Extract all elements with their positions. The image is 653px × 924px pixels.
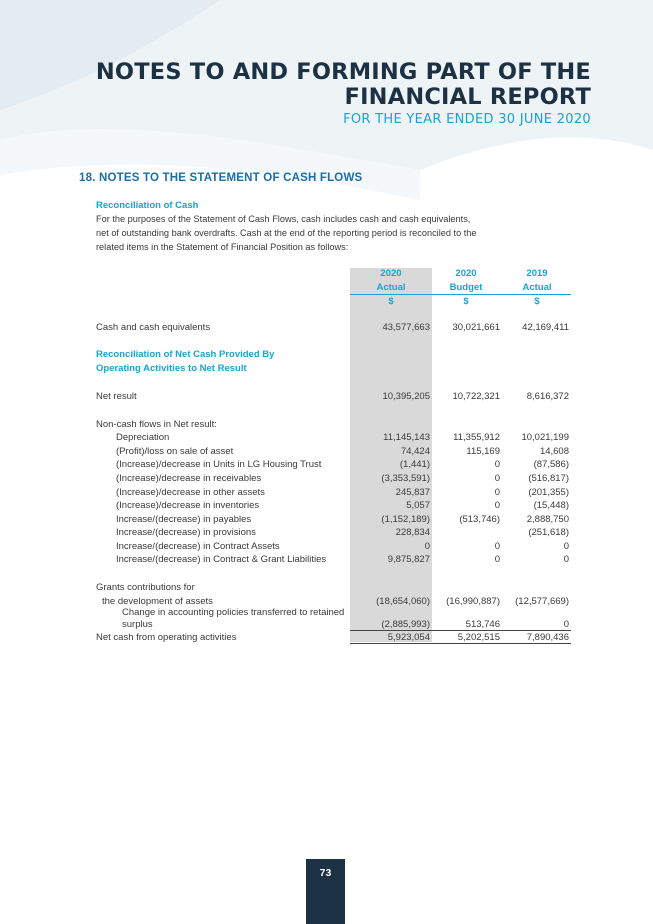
table-row-policy-change: surplus (2,885,993) 513,746 0 bbox=[122, 619, 569, 630]
table-row: (Increase)/decrease in inventories 5,057 0 (15,448) bbox=[116, 500, 569, 511]
reconciliation-heading: Reconciliation of Cash bbox=[96, 200, 199, 211]
table-row: (Increase)/decrease in Units in LG Housing Trust (1,441) 0 (87,586) bbox=[116, 459, 569, 470]
table-row-cash: Cash and cash equivalents 43,577,663 30,021,661 42,169,411 bbox=[96, 322, 569, 333]
reconciliation-subheading-line2: Operating Activities to Net Result bbox=[96, 363, 247, 374]
table-row: (Profit)/loss on sale of asset 74,424 115,169 14,608 bbox=[116, 446, 569, 457]
table-row: Increase/(decrease) in Contract & Grant Liabilities 9,875,827 0 0 bbox=[116, 554, 569, 565]
noncash-heading: Non-cash flows in Net result: bbox=[96, 419, 217, 430]
table-row-net-cash: Net cash from operating activities 5,923,054 5,202,515 7,890,436 bbox=[96, 632, 569, 643]
table-row: Increase/(decrease) in provisions 228,834 (251,618) bbox=[116, 527, 569, 538]
page-title: NOTES TO AND FORMING PART OF THE FINANCIAL REPORT bbox=[95, 59, 591, 110]
table-row: Increase/(decrease) in Contract Assets 0 0 0 bbox=[116, 541, 569, 552]
intro-paragraph: For the purposes of the Statement of Cash Flows, cash includes cash and cash equivalents, net of outstanding bank overdrafts. Cash at the end of the reporting period is reconciled to the related items in the Statement of Financial Position as follows: bbox=[96, 214, 477, 252]
page-number-badge bbox=[306, 859, 345, 924]
total-rule bbox=[350, 643, 571, 644]
table-row: (Increase)/decrease in receivables (3,353,591) 0 (516,817) bbox=[116, 473, 569, 484]
table-row-grants: the development of assets (18,654,060) (16,990,887) (12,577,669) bbox=[102, 596, 569, 607]
header-rule bbox=[350, 294, 571, 295]
table-row: (Increase)/decrease in other assets 245,837 0 (201,355) bbox=[116, 487, 569, 498]
grants-label-line1: Grants contributions for bbox=[96, 582, 195, 593]
page-number: 73 bbox=[319, 867, 332, 879]
table-row: Depreciation 11,145,143 11,355,912 10,021,199 bbox=[116, 432, 569, 443]
table-row: Increase/(decrease) in payables (1,152,189) (513,746) 2,888,750 bbox=[116, 514, 569, 525]
policy-change-label-line1: Change in accounting policies transferred to retained bbox=[122, 607, 345, 618]
reconciliation-subheading-line1: Reconciliation of Net Cash Provided By bbox=[96, 349, 275, 360]
section-heading: 18. NOTES TO THE STATEMENT OF CASH FLOWS bbox=[79, 172, 363, 184]
page-subtitle: FOR THE YEAR ENDED 30 JUNE 2020 bbox=[343, 112, 591, 127]
table-row-net-result: Net result 10,395,205 10,722,321 8,616,372 bbox=[96, 391, 569, 402]
